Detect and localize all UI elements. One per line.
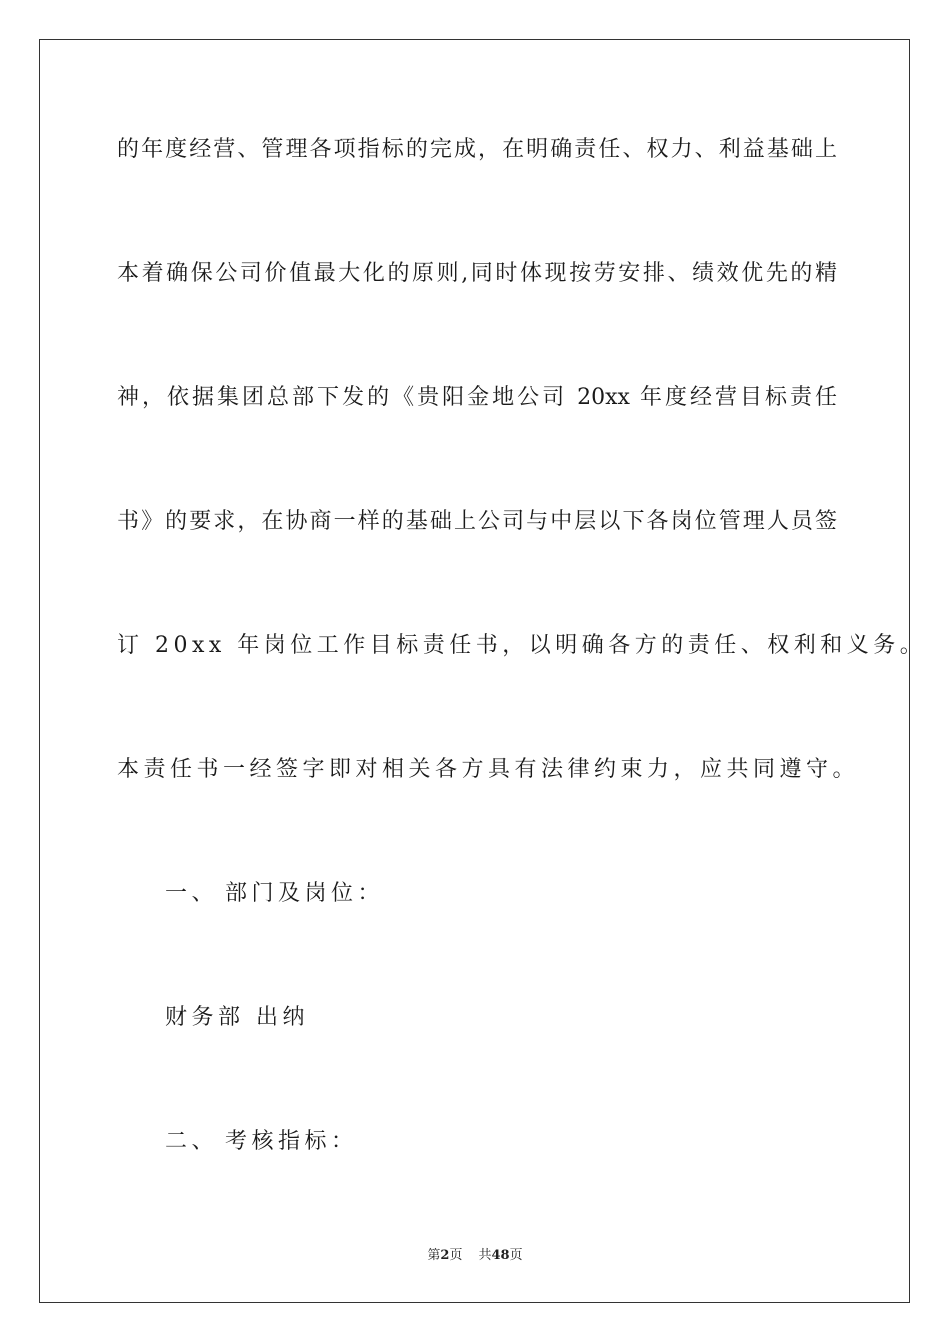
section-title-2: 考核指标： xyxy=(225,1129,358,1154)
footer-total-pages: 48 xyxy=(491,1248,510,1263)
paragraph-line-3: 神，依据集团总部下发的《贵阳金地公司 20xx 年度经营目标责任 xyxy=(117,385,837,410)
footer-page-suffix: 页 xyxy=(449,1248,463,1263)
section-number-2: 二、 xyxy=(165,1129,219,1154)
paragraph-line-5: 订 20xx 年岗位工作目标责任书，以明确各方的责任、权利和义务。 xyxy=(117,633,927,658)
paragraph-line-6: 本责任书一经签字即对相关各方具有法律约束力，应共同遵守。 xyxy=(117,757,860,782)
paragraph-line-1: 的年度经营、管理各项指标的完成，在明确责任、权力、利益基础上 xyxy=(117,137,837,162)
page-border xyxy=(39,39,927,1303)
paragraph-line-2: 本着确保公司价值最大化的原则,同时体现按劳安排、绩效优先的精 xyxy=(117,261,837,286)
section-heading-2 xyxy=(165,1127,885,1157)
paragraph-line-4: 书》的要求，在协商一样的基础上公司与中层以下各岗位管理人员签 xyxy=(117,509,837,534)
section-number-1: 一、 xyxy=(165,881,219,906)
page-footer xyxy=(0,1247,950,1265)
footer-total-prefix: 共 xyxy=(478,1248,492,1263)
section-title-1: 部门及岗位： xyxy=(225,881,385,906)
section-heading-1 xyxy=(165,879,885,909)
footer-total-suffix: 页 xyxy=(509,1248,523,1263)
department-position: 财务部 出纳 xyxy=(165,1005,309,1030)
footer-page-number: 2 xyxy=(440,1248,450,1263)
footer-page-prefix: 第 xyxy=(427,1248,441,1263)
